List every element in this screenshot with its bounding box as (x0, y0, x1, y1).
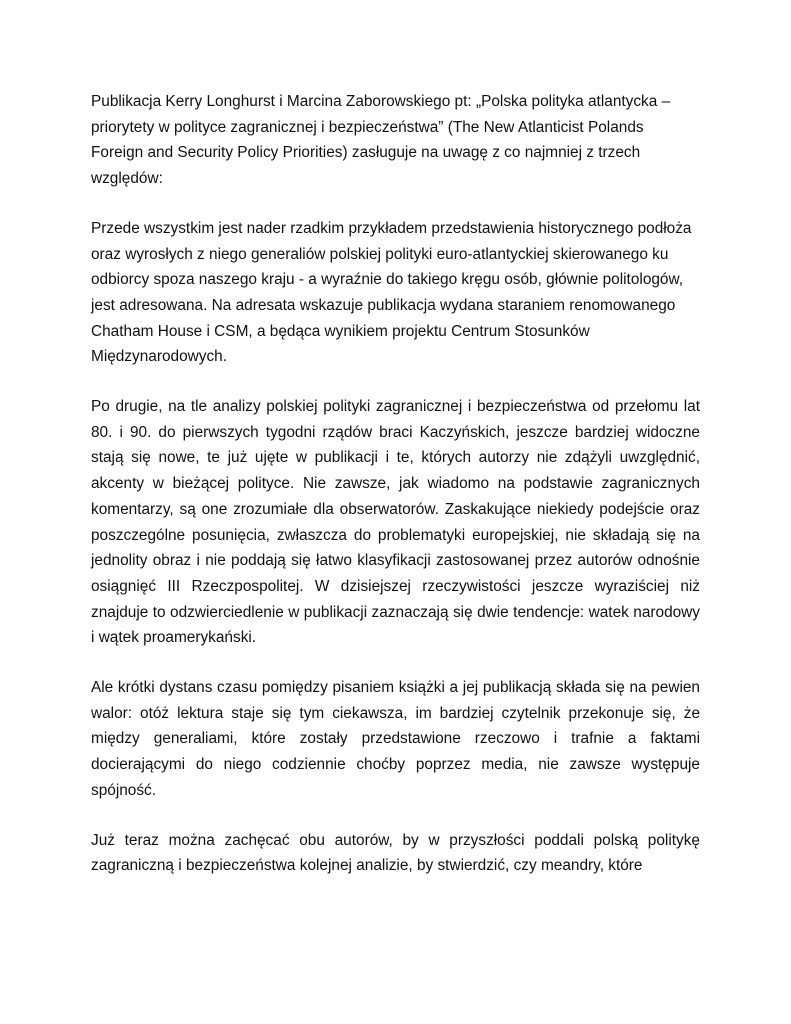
paragraph-first-reason: Przede wszystkim jest nader rzadkim przykładem przedstawienia historycznego podłoża oraz wyrosłych z niego generaliów polskiej polityki euro-atlantyckiej skierowanego ku odbiorcy spoza naszego kraju - a wyraźnie do takiego kręgu osób, głównie politologów, jest adresowana. Na adresata wskazuje publikacja wydana staraniem renomowanego Chatham House i CSM, a będąca wynikiem projektu Centrum Stosunków Międzynarodowych. (91, 219, 692, 366)
paragraph-second-reason: Po drugie, na tle analizy polskiej polityki zagranicznej i bezpieczeństwa od przełomu lat 80. i 90. do pierwszych tygodni rządów braci Kaczyńskich, jeszcze bardziej widoczne stają się nowe, te już ujęte w publikacji i te, których autorzy nie zdążyli uwzględnić, akcenty w bieżącej polityce. Nie zawsze, jak wiadomo na podstawie zagranicznych komentarzy, są one zrozumiałe dla obserwatorów. Zaskakujące niekiedy podejście oraz poszczególne posunięcia, zwłaszcza do problematyki europejskiej, nie składają się na jednolity obraz i nie poddają się łatwo klasyfikacji zastosowanej przez autorów odnośnie osiągnięć III Rzeczpospolitej. W dzisiejszej rzeczywistości jeszcze wyraziściej niż znajduje to odzwierciedlenie w publikacji zaznaczają się dwie tendencje: watek narodowy i wątek proamerykański. (91, 398, 700, 647)
paragraph-intro: Publikacja Kerry Longhurst i Marcina Zaborowskiego pt: „Polska polityka atlantycka – priorytety w polityce zagranicznej i bezpieczeństwa” (The New Atlanticist Polands Foreign and Security Policy Priorities) zasługuje na uwagę z co najmniej z trzech względów: (91, 93, 671, 188)
document-page (91, 89, 700, 903)
paragraph-closing: Już teraz można zachęcać obu autorów, by w przyszłości poddali polską politykę zagraniczną i bezpieczeństwa kolejnej analizie, by stwierdzić, czy meandry, które (91, 831, 700, 875)
paragraph-third-reason: Ale krótki dystans czasu pomiędzy pisaniem książki a jej publikacją składa się na pewien walor: otóż lektura staje się tym ciekawsza, im bardziej czytelnik przekonuje się, że między generaliami, które zostały przedstawione rzeczowo i trafnie a faktami docierającymi do niego codziennie choćby poprzez media, nie zawsze występuje spójność. (91, 679, 700, 799)
